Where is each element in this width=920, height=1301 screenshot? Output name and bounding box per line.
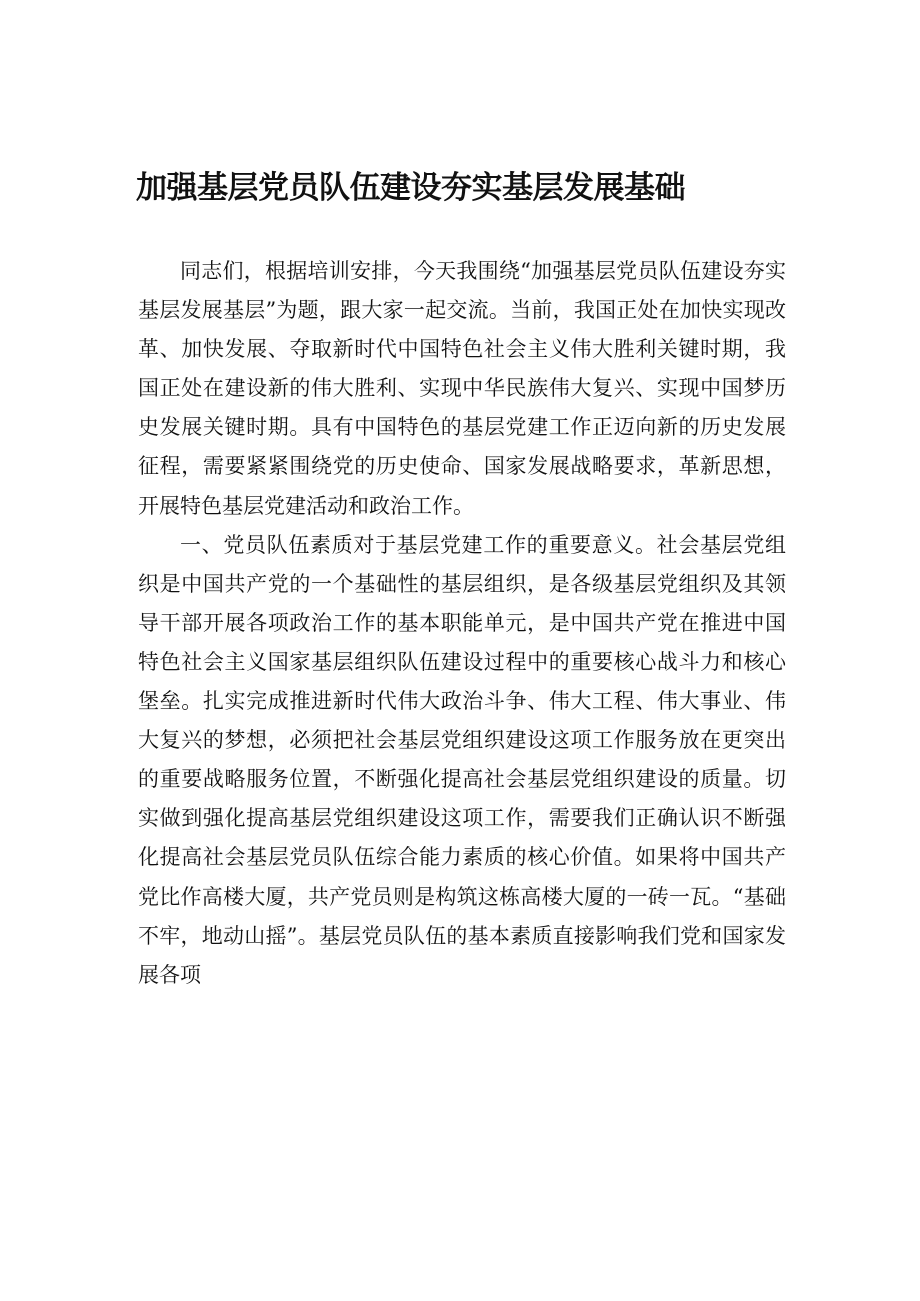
paragraph-intro: 同志们，根据培训安排，今天我围绕“加强基层党员队伍建设夯实基层发展基层”为题，跟大家一起交流。当前，我国正处在加快实现改革、加快发展、夺取新时代中国特色社会主义伟大胜利关键时期，我国正处在建设新的伟大胜利、实现中华民族伟大复兴、实现中国梦历史发展关键时期。具有中国特色的基层党建工作正迈向新的历史发展征程，需要紧紧围绕党的历史使命、国家发展战略要求，革新思想，开展特色基层党建活动和政治工作。 (138, 259, 786, 518)
paragraph-section-one: 一、党员队伍素质对于基层党建工作的重要意义。社会基层党组织是中国共产党的一个基础性的基层组织，是各级基层党组织及其领导干部开展各项政治工作的基本职能单元，是中国共产党在推进中国特色社会主义国家基层组织队伍建设过程中的重要核心战斗力和核心堡垒。扎实完成推进新时代伟大政治斗争、伟大工程、伟大事业、伟大复兴的梦想，必须把社会基层党组织建设这项工作服务放在更突出的重要战略服务位置，不断强化提高社会基层党组织建设的质量。切实做到强化提高基层党组织建设这项工作，需要我们正确认识不断强化提高社会基层党员队伍综合能力素质的核心价值。如果将中国共产党比作高楼大厦，共产党员则是构筑这栋高楼大厦的一砖一瓦。“基础不牢，地动山摇”。基层党员队伍的基本素质直接影响我们党和国家发展各项 (138, 532, 786, 987)
document-body (138, 252, 786, 995)
document-title: 加强基层党员队伍建设夯实基层发展基础 (136, 170, 685, 206)
